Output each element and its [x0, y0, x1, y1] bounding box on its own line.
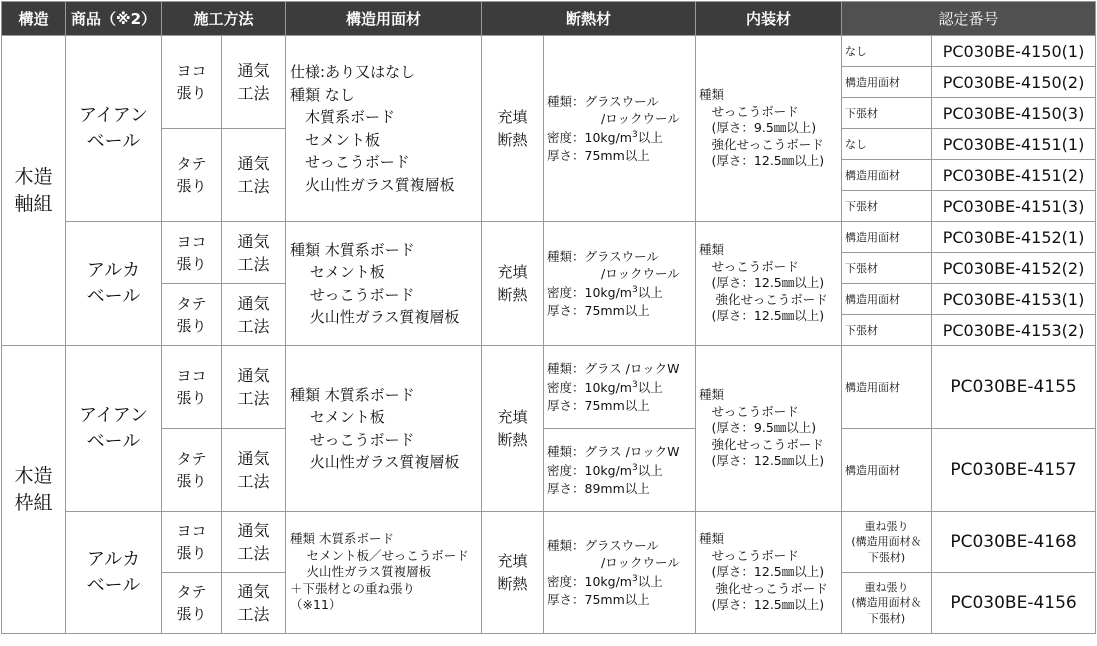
panel-cell: 種類 木質系ボード セメント板 せっこうボード 火山性ガラス質複層板	[286, 346, 482, 512]
product-cell: アルカ ベール	[66, 512, 162, 634]
table-row	[2, 222, 1096, 253]
type-tag: 構造用面材	[842, 67, 932, 98]
type-tag: 重ね張り (構造用面材＆ 下張材)	[842, 512, 932, 573]
product-cell: アイアン ベール	[66, 346, 162, 512]
method-cell: 通気 工法	[222, 346, 286, 429]
type-tag: 下張材	[842, 191, 932, 222]
cert-number: PC030BE-4156	[932, 573, 1096, 634]
interior-cell: 種類 せっこうボード (厚さ：12.5㎜以上) 強化せっこうボード (厚さ：12.5㎜以上)	[696, 222, 842, 346]
insulation-cell: 種類：グラス /ロックW 密度：$10kg/m^3$以上 厚さ：89mm以上	[544, 429, 696, 512]
insulation-cell: 種類：グラス /ロックW 密度：$10kg/m^3$以上 厚さ：75mm以上	[544, 346, 696, 429]
cert-number: PC030BE-4152(2)	[932, 253, 1096, 284]
product-cell: アルカ ベール	[66, 222, 162, 346]
panel-cell: 仕様:あり又はなし 種類 なし 木質系ボード セメント板 せっこうボード 火山性ガラス質複層板	[286, 36, 482, 222]
cert-number: PC030BE-4151(3)	[932, 191, 1096, 222]
direction-cell: タテ 張り	[162, 284, 222, 346]
cert-number: PC030BE-4153(2)	[932, 315, 1096, 346]
type-tag: なし	[842, 129, 932, 160]
cert-number: PC030BE-4150(2)	[932, 67, 1096, 98]
method-cell: 通気 工法	[222, 573, 286, 634]
header-interior: 内装材	[696, 2, 842, 36]
method-cell: 通気 工法	[222, 129, 286, 222]
method-cell: 通気 工法	[222, 284, 286, 346]
type-tag: 下張材	[842, 253, 932, 284]
cert-number: PC030BE-4152(1)	[932, 222, 1096, 253]
direction-cell: タテ 張り	[162, 573, 222, 634]
type-tag: 構造用面材	[842, 284, 932, 315]
table-row	[2, 36, 1096, 67]
interior-cell: 種類 せっこうボード (厚さ：9.5㎜以上) 強化せっこうボード (厚さ：12.5㎜以上)	[696, 36, 842, 222]
cert-number: PC030BE-4150(1)	[932, 36, 1096, 67]
cert-number: PC030BE-4157	[932, 429, 1096, 512]
cert-number: PC030BE-4168	[932, 512, 1096, 573]
structure-cell: 木造 軸組	[2, 36, 66, 346]
product-cell: アイアン ベール	[66, 36, 162, 222]
table-row	[2, 429, 1096, 512]
cert-number: PC030BE-4155	[932, 346, 1096, 429]
cert-number: PC030BE-4150(3)	[932, 98, 1096, 129]
header-row	[2, 2, 1096, 36]
interior-cell: 種類 せっこうボード (厚さ：9.5㎜以上) 強化せっこうボード (厚さ：12.5㎜以上)	[696, 346, 842, 512]
interior-cell: 種類 せっこうボード (厚さ：12.5㎜以上) 強化せっこうボード (厚さ：12.5㎜以上)	[696, 512, 842, 634]
table-row	[2, 512, 1096, 573]
fill-cell: 充填 断熱	[482, 222, 544, 346]
fill-cell: 充填 断熱	[482, 346, 544, 512]
type-tag: 構造用面材	[842, 429, 932, 512]
direction-cell: タテ 張り	[162, 429, 222, 512]
structure-cell: 木造 枠組	[2, 346, 66, 634]
panel-cell: 種類 木質系ボード セメント板 せっこうボード 火山性ガラス質複層板	[286, 222, 482, 346]
type-tag: 構造用面材	[842, 222, 932, 253]
header-cert: 認定番号	[842, 2, 1096, 36]
header-panel: 構造用面材	[286, 2, 482, 36]
method-cell: 通気 工法	[222, 512, 286, 573]
fill-cell: 充填 断熱	[482, 512, 544, 634]
cert-number: PC030BE-4151(1)	[932, 129, 1096, 160]
insulation-cell: 種類：グラスウール /ロックウール 密度：$10kg/m^3$以上 厚さ：75mm以上	[544, 222, 696, 346]
header-insulation: 断熱材	[482, 2, 696, 36]
insulation-cell: 種類：グラスウール /ロックウール 密度：$10kg/m^3$以上 厚さ：75mm以上	[544, 512, 696, 634]
certification-table	[1, 1, 1096, 634]
panel-cell: 種類 木質系ボード セメント板／せっこうボード 火山性ガラス質複層板 ＋下張材との重ね張り （※11）	[286, 512, 482, 634]
insulation-cell: 種類：グラスウール /ロックウール 密度：$10kg/m^3$以上 厚さ：75mm以上	[544, 36, 696, 222]
type-tag: 下張材	[842, 315, 932, 346]
direction-cell: ヨコ 張り	[162, 346, 222, 429]
header-product: 商品（※2）	[66, 2, 162, 36]
fill-cell: 充填 断熱	[482, 36, 544, 222]
direction-cell: ヨコ 張り	[162, 222, 222, 284]
direction-cell: ヨコ 張り	[162, 512, 222, 573]
direction-cell: タテ 張り	[162, 129, 222, 222]
header-method: 施工方法	[162, 2, 286, 36]
method-cell: 通気 工法	[222, 222, 286, 284]
type-tag: 重ね張り (構造用面材＆ 下張材)	[842, 573, 932, 634]
table-row	[2, 346, 1096, 429]
cert-number: PC030BE-4151(2)	[932, 160, 1096, 191]
type-tag: 構造用面材	[842, 160, 932, 191]
type-tag: 下張材	[842, 98, 932, 129]
type-tag: 構造用面材	[842, 346, 932, 429]
method-cell: 通気 工法	[222, 429, 286, 512]
direction-cell: ヨコ 張り	[162, 36, 222, 129]
type-tag: なし	[842, 36, 932, 67]
header-structure: 構造	[2, 2, 66, 36]
cert-number: PC030BE-4153(1)	[932, 284, 1096, 315]
method-cell: 通気 工法	[222, 36, 286, 129]
